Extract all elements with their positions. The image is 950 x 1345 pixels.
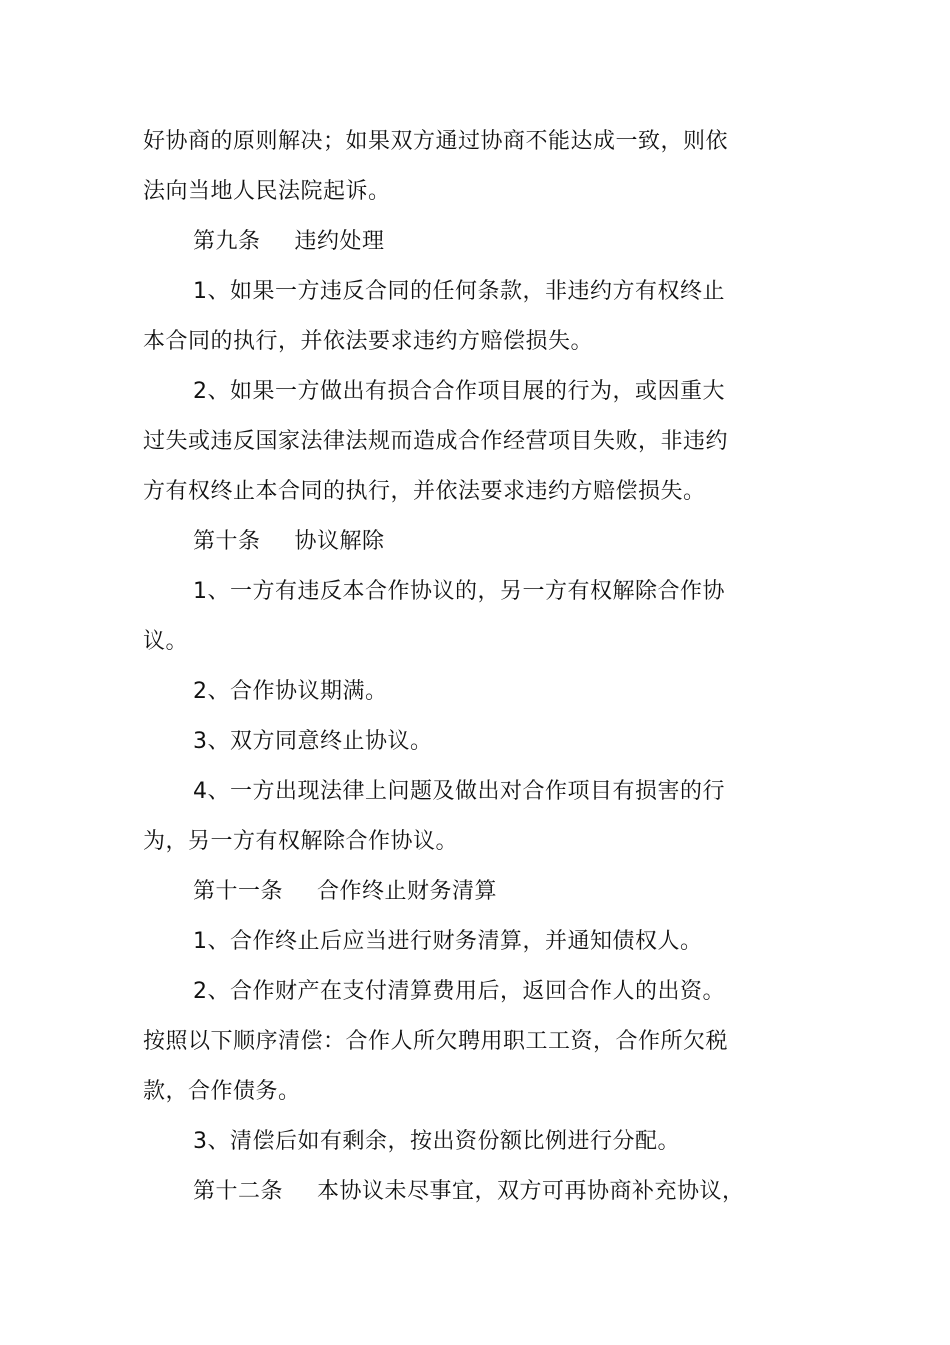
text-line: 3、清偿后如有剩余，按出资份额比例进行分配。 bbox=[193, 1129, 680, 1154]
text-line: 议。 bbox=[143, 629, 189, 654]
article-title: 违约处理 bbox=[294, 229, 385, 254]
text-line: 3、双方同意终止协议。 bbox=[193, 729, 433, 754]
text-line: 1、合作终止后应当进行财务清算，并通知债权人。 bbox=[193, 929, 703, 954]
text-line: 为，另一方有权解除合作协议。 bbox=[143, 829, 459, 854]
text-line: 4、一方出现法律上问题及做出对合作项目有损害的行 bbox=[193, 779, 725, 804]
text-line: 过失或违反国家法律法规而造成合作经营项目失败，非违约 bbox=[143, 429, 729, 454]
article-heading bbox=[193, 877, 497, 907]
article-number: 第十条 bbox=[193, 529, 261, 554]
text-line: 2、合作协议期满。 bbox=[193, 679, 388, 704]
article-heading bbox=[193, 227, 385, 257]
article-title: 本协议未尽事宜，双方可再协商补充协议， bbox=[317, 1179, 745, 1204]
text-line: 1、一方有违反本合作协议的，另一方有权解除合作协 bbox=[193, 579, 725, 604]
text-line: 1、如果一方违反合同的任何条款，非违约方有权终止 bbox=[193, 279, 725, 304]
text-line: 本合同的执行，并依法要求违约方赔偿损失。 bbox=[143, 329, 594, 354]
article-title: 协议解除 bbox=[294, 529, 385, 554]
article-number: 第十一条 bbox=[193, 879, 284, 904]
article-title: 合作终止财务清算 bbox=[317, 879, 498, 904]
article-number: 第九条 bbox=[193, 229, 261, 254]
text-line: 好协商的原则解决；如果双方通过协商不能达成一致，则依 bbox=[143, 129, 729, 154]
article-heading bbox=[193, 1177, 745, 1207]
text-line: 2、如果一方做出有损合合作项目展的行为，或因重大 bbox=[193, 379, 725, 404]
text-line: 按照以下顺序清偿：合作人所欠聘用职工工资，合作所欠税 bbox=[143, 1029, 729, 1054]
article-number: 第十二条 bbox=[193, 1179, 284, 1204]
text-line: 款，合作债务。 bbox=[143, 1079, 301, 1104]
article-heading bbox=[193, 527, 385, 557]
text-line: 法向当地人民法院起诉。 bbox=[143, 179, 391, 204]
text-line: 2、合作财产在支付清算费用后，返回合作人的出资。 bbox=[193, 979, 725, 1004]
text-line: 方有权终止本合同的执行，并依法要求违约方赔偿损失。 bbox=[143, 479, 706, 504]
